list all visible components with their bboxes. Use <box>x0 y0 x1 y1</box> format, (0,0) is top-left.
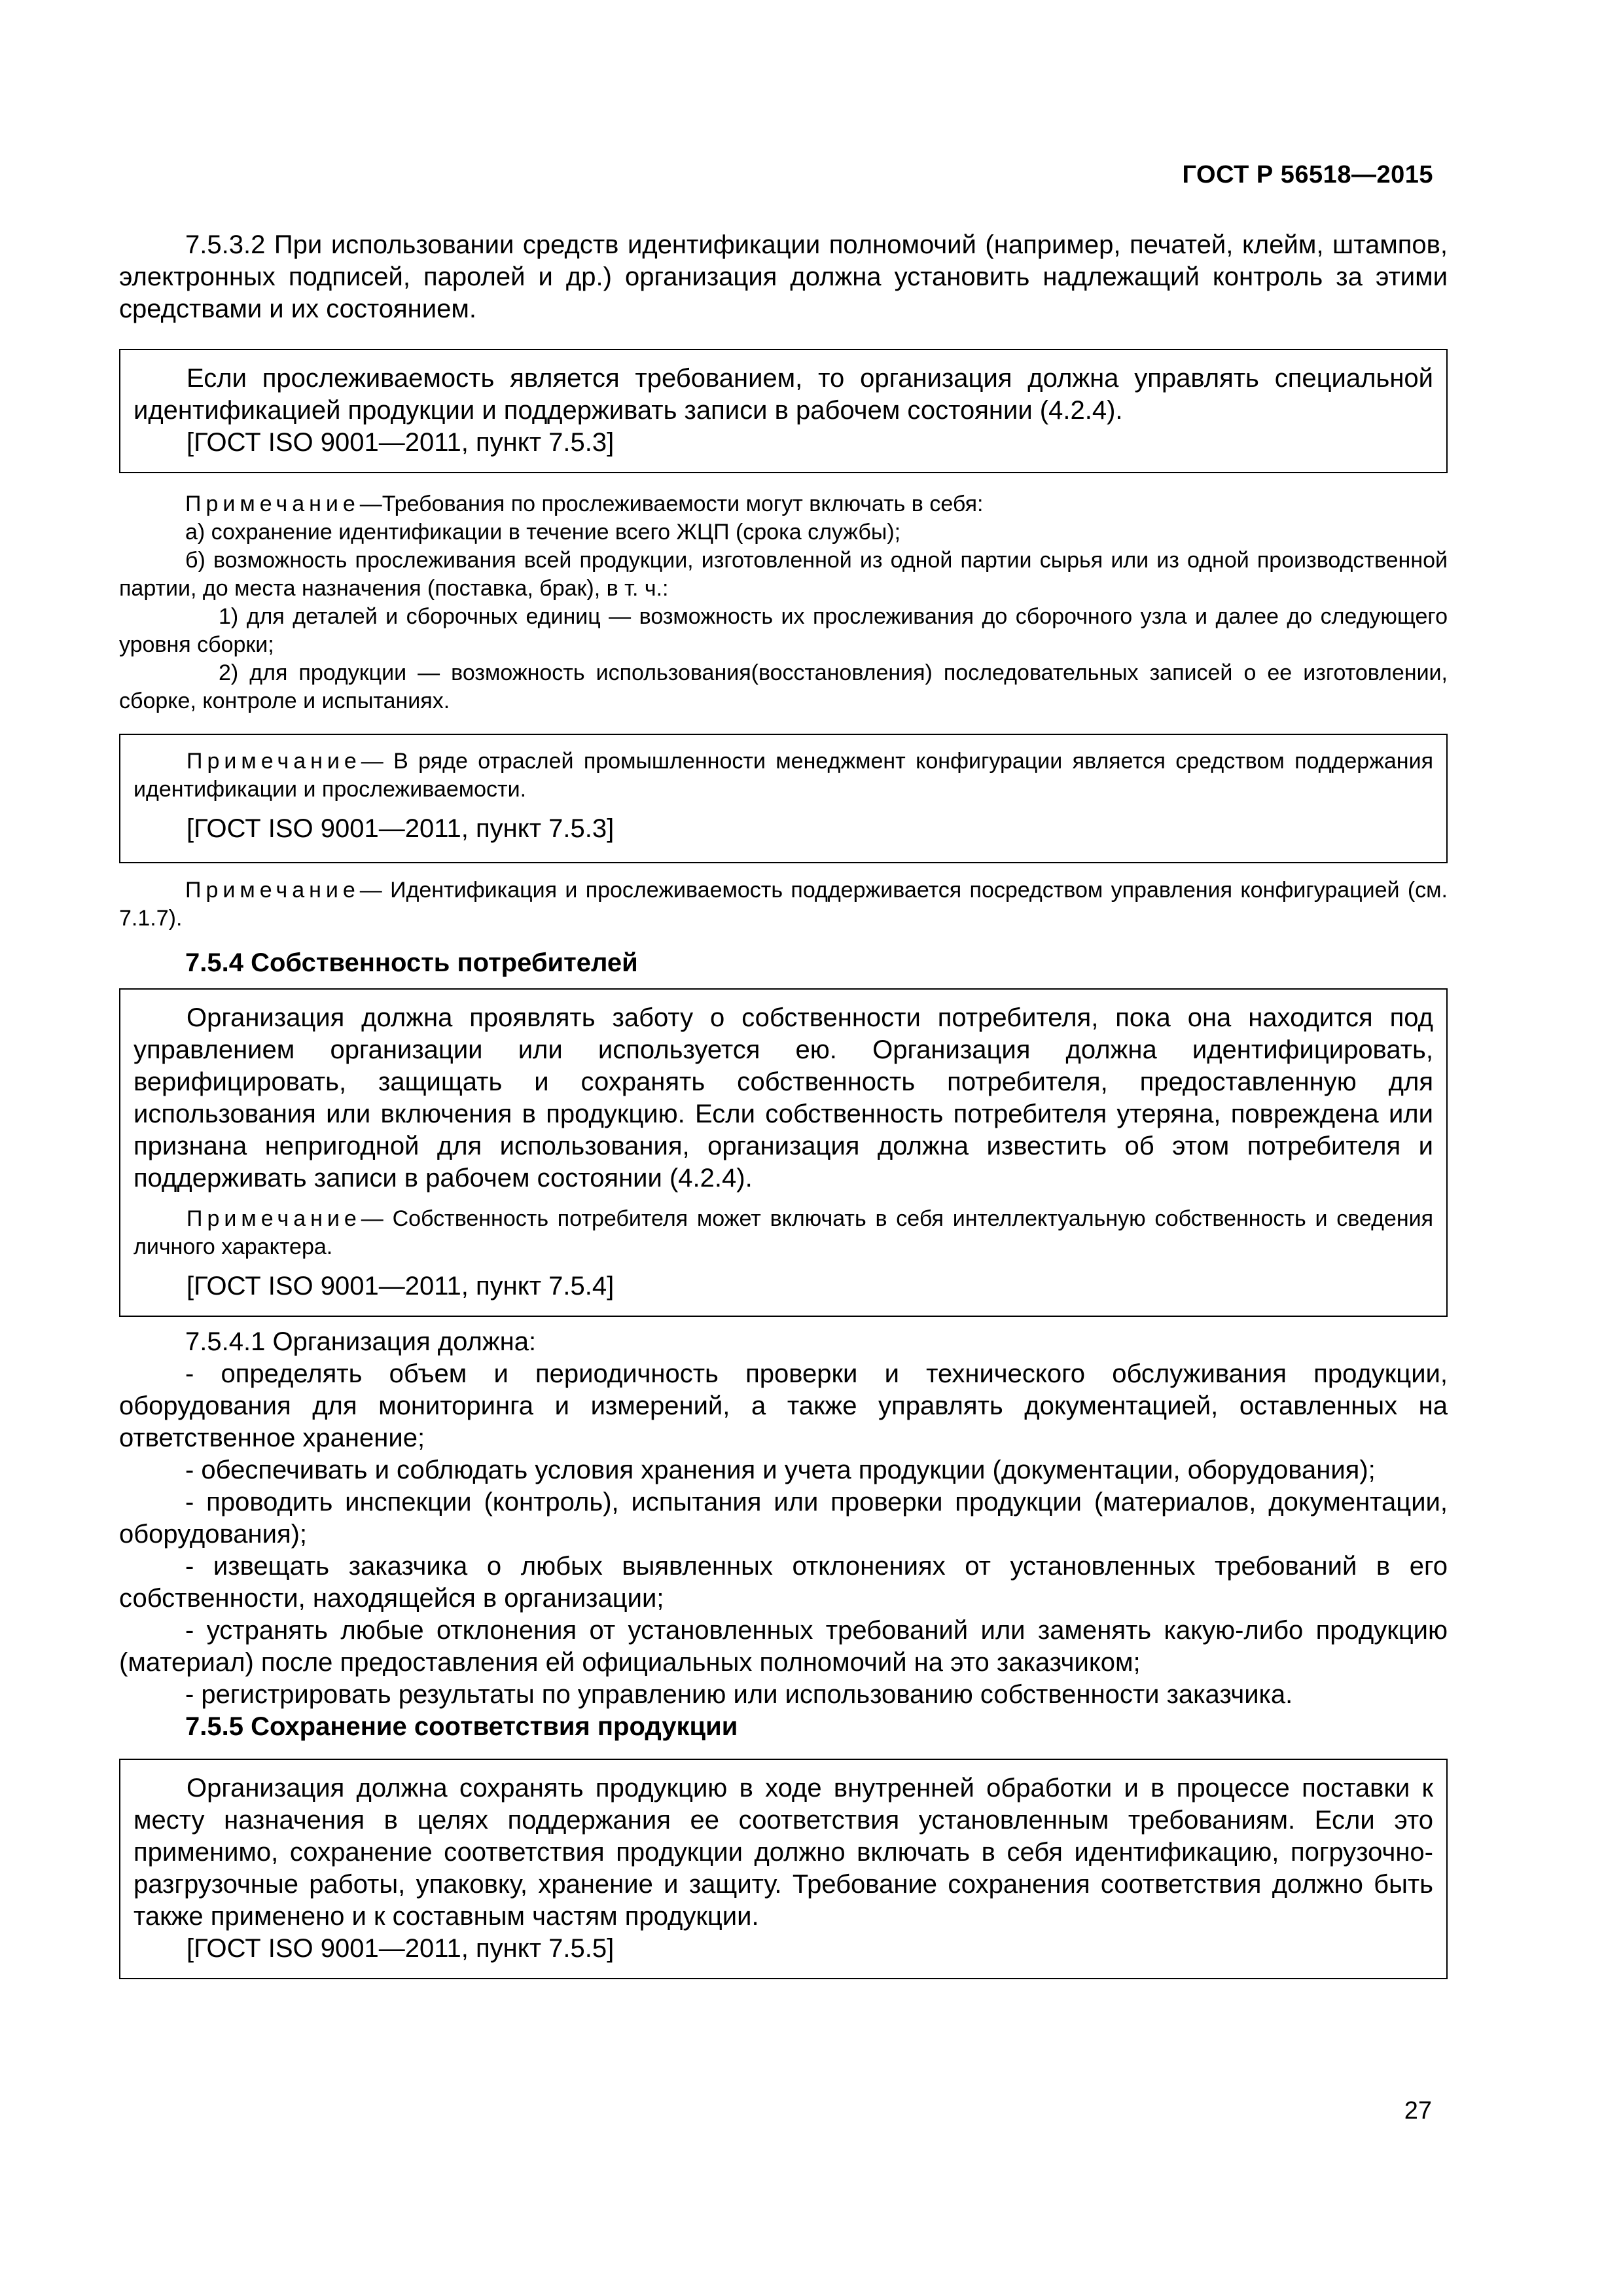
section-heading-7-5-4: 7.5.4 Собственность потребителей <box>185 948 638 977</box>
quote-text: Организация должна сохранять продукцию в ходе внутренней обработки и в процессе поставки к месту назначения в целях поддержания ее соответствия установленным требованиям. Если это применимо, сохранение соответствия продукции должно включать в себя идентификацию, погрузочно-разгрузочные работы, упаковку, хранение и защиту. Требование сохранения соответствия должно быть также применено и к составным частям продукции. <box>134 1774 1433 1931</box>
quote-box-configuration <box>119 734 1448 863</box>
note-item-a: а) сохранение идентификации в течение всего ЖЦП (срока службы); <box>185 520 901 545</box>
quote-text: Если прослеживаемость является требованием, то организация должна управлять специальной идентификацией продукции и поддерживать записи в рабочем состоянии (4.2.4). <box>134 364 1433 425</box>
list-item: - определять объем и периодичность проверки и технического обслуживания продукции, оборудования для мониторинга и измерений, а также управлять документацией, оставленных на ответственное хранение; <box>119 1359 1448 1452</box>
quote-reference: [ГОСТ ISO 9001—2011, пункт 7.5.3] <box>187 814 615 843</box>
paragraph-7-5-3-2: 7.5.3.2 При использовании средств идентификации полномочий (например, печатей, клейм, штампов, электронных подписей, паролей и др.) организация должна установить надлежащий контроль за этими средствами и их состоянием. <box>119 230 1448 323</box>
quote-note-text: — Собственность потребителя может включать в себя интеллектуальную собственность и сведения личного характера. <box>134 1206 1433 1259</box>
note-label: Примечание <box>187 749 361 774</box>
quote-box-preservation <box>119 1759 1448 1979</box>
note-configuration <box>119 876 1448 933</box>
list-item: - обеспечивать и соблюдать условия хранения и учета продукции (документации, оборудования); <box>185 1456 1376 1484</box>
note-configuration-text: — Идентификация и прослеживаемость поддерживается посредством управления конфигурацией (см. 7.1.7). <box>119 878 1448 931</box>
quote-text: Организация должна проявлять заботу о собственности потребителя, пока она находится под управлением организации или используется ею. Организация должна идентифицировать, верифицировать, защищать и сохранять собственность потребителя, предоставленную для использования или включения в продукцию. Если собственность потребителя утеряна, повреждена или признана непригодной для использования, организация должна известить об этом потребителя и поддерживать записи в рабочем состоянии (4.2.4). <box>134 1003 1433 1193</box>
list-item: - устранять любые отклонения от установленных требований или заменять какую-либо продукцию (материал) после предоставления ей официальных полномочий на это заказчиком; <box>119 1616 1448 1677</box>
quote-note <box>134 1205 1433 1261</box>
paragraph-7-5-4-1 <box>119 1326 1448 1711</box>
page-number: 27 <box>1404 2097 1432 2125</box>
quote-box-customer-property <box>119 988 1448 1317</box>
note-intro <box>119 490 1448 518</box>
paragraph-intro: 7.5.4.1 Организация должна: <box>185 1327 537 1356</box>
section-heading-7-5-5: 7.5.5 Сохранение соответствия продукции <box>185 1712 738 1741</box>
note-label: Примечание <box>185 492 360 516</box>
quote-reference: [ГОСТ ISO 9001—2011, пункт 7.5.5] <box>187 1934 615 1963</box>
quote-reference: [ГОСТ ISO 9001—2011, пункт 7.5.3] <box>187 428 615 457</box>
document-code-header: ГОСТ Р 56518—2015 <box>1182 161 1433 188</box>
quote-box-traceability <box>119 349 1448 473</box>
quote-note <box>134 747 1433 804</box>
quote-note-text: — В ряде отраслей промышленности менеджмент конфигурации является средством поддержания идентификации и прослеживаемости. <box>134 749 1433 802</box>
note-traceability <box>119 490 1448 715</box>
list-item: - проводить инспекции (контроль), испытания или проверки продукции (материалов, документации, оборудования); <box>119 1488 1448 1549</box>
note-item-b: б) возможность прослеживания всей продукции, изготовленной из одной партии сырья или из одной производственной партии, до места назначения (поставка, брак), в т. ч.: <box>119 548 1448 601</box>
note-item-b2: 2) для продукции — возможность использования(восстановления) последовательных записей о ее изготовлении, сборке, контроле и испытаниях. <box>119 660 1448 713</box>
list-item: - регистрировать результаты по управлению или использованию собственности заказчика. <box>185 1680 1293 1709</box>
note-item-b1: 1) для деталей и сборочных единиц — возможность их прослеживания до сборочного узла и далее до следующего уровня сборки; <box>119 604 1448 657</box>
quote-reference: [ГОСТ ISO 9001—2011, пункт 7.5.4] <box>187 1272 615 1300</box>
list-item: - извещать заказчика о любых выявленных отклонениях от установленных требований в его собственности, находящейся в организации; <box>119 1552 1448 1613</box>
note-label: Примечание <box>185 878 360 903</box>
page-content <box>119 229 1448 1979</box>
note-intro-text: —Требования по прослеживаемости могут включать в себя: <box>359 492 984 516</box>
note-label: Примечание <box>187 1206 361 1231</box>
